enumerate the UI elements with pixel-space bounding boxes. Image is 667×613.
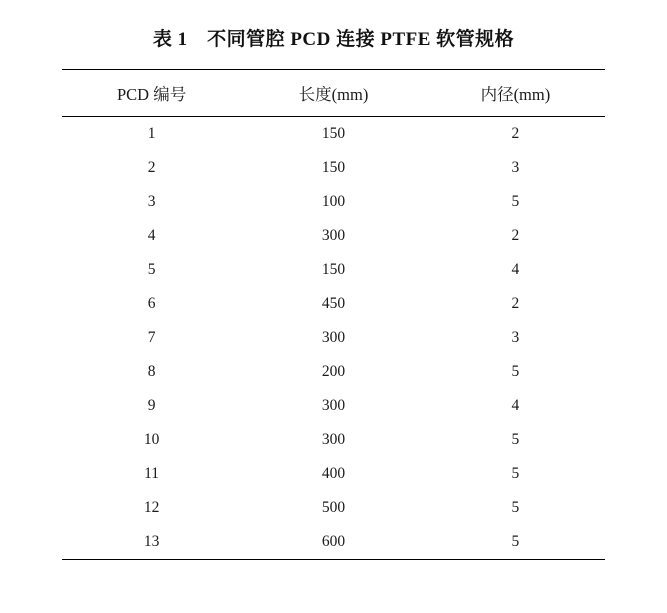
cell-pcd-number: 9 [147,397,156,414]
cell-length: 600 [321,533,346,550]
cell-pcd-number: 7 [147,329,156,346]
table-row [62,219,605,253]
cell-inner-diameter: 5 [511,465,520,482]
table-row [62,423,605,457]
table-row [62,457,605,491]
cell-length: 300 [321,431,346,448]
cell-inner-diameter: 5 [511,431,520,448]
cell-pcd-number: 10 [143,431,160,448]
table-row [62,253,605,287]
cell-length: 400 [321,465,346,482]
cell-length: 300 [321,397,346,414]
cell-pcd-number: 13 [143,533,160,550]
column-header-pcd-number: PCD 编号 [116,85,187,104]
cell-pcd-number: 5 [147,261,156,278]
table-row [62,321,605,355]
specifications-table [62,69,605,560]
table-header-row [62,70,605,117]
cell-length: 200 [321,363,346,380]
cell-length: 150 [321,125,346,142]
table-body [62,117,605,560]
cell-pcd-number: 11 [144,465,160,482]
table-container [62,69,605,560]
table-row [62,525,605,560]
column-header-length: 长度(mm) [298,85,369,104]
cell-length: 100 [321,193,346,210]
table-row [62,287,605,321]
cell-length: 300 [321,329,346,346]
table-row [62,389,605,423]
cell-pcd-number: 12 [143,499,160,516]
cell-inner-diameter: 4 [511,397,520,414]
cell-inner-diameter: 5 [511,533,520,550]
cell-pcd-number: 6 [147,295,156,312]
table-header [62,70,605,117]
table-row [62,151,605,185]
cell-pcd-number: 3 [147,193,156,210]
cell-inner-diameter: 4 [511,261,520,278]
cell-inner-diameter: 5 [511,363,520,380]
column-header-inner-diameter: 内径(mm) [480,85,551,104]
cell-length: 150 [321,261,346,278]
cell-pcd-number: 4 [147,227,156,244]
table-row [62,185,605,219]
cell-inner-diameter: 2 [511,227,520,244]
cell-length: 300 [321,227,346,244]
cell-inner-diameter: 2 [511,295,520,312]
cell-inner-diameter: 5 [511,499,520,516]
cell-inner-diameter: 3 [511,329,520,346]
cell-inner-diameter: 3 [511,159,520,176]
cell-pcd-number: 1 [147,125,156,142]
cell-length: 150 [321,159,346,176]
cell-inner-diameter: 2 [511,125,520,142]
cell-pcd-number: 2 [147,159,156,176]
cell-pcd-number: 8 [147,363,156,380]
table-title: 表 1 不同管腔 PCD 连接 PTFE 软管规格 [152,29,515,50]
cell-length: 450 [321,295,346,312]
table-row [62,117,605,152]
table-row [62,491,605,525]
table-row [62,355,605,389]
cell-length: 500 [321,499,346,516]
cell-inner-diameter: 5 [511,193,520,210]
